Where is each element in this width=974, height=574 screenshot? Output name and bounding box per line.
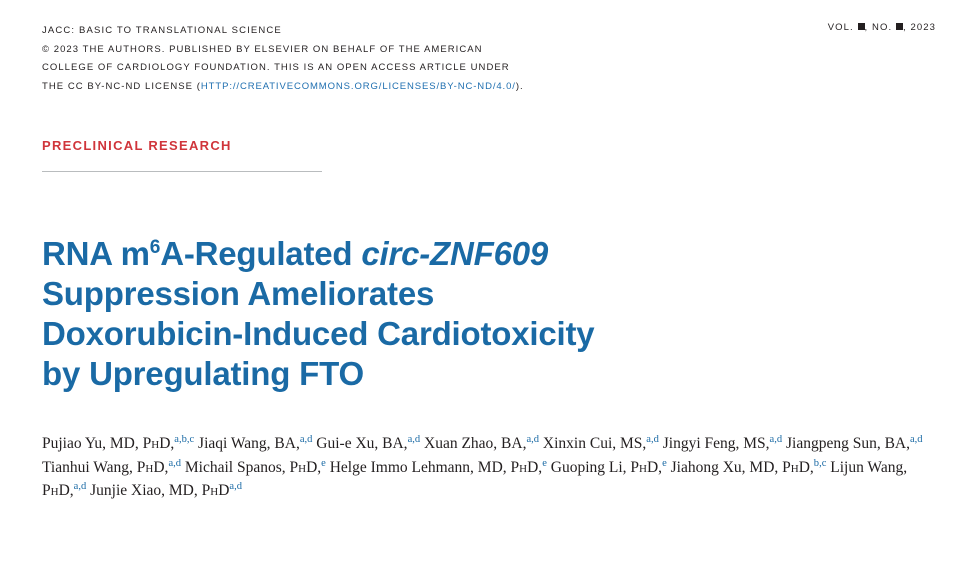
author-affiliation-marker: e xyxy=(542,457,547,469)
masthead xyxy=(42,22,936,96)
license-prefix: THE CC BY-NC-ND LICENSE ( xyxy=(42,80,201,92)
author-affiliation-marker: a,d xyxy=(646,433,659,445)
author-entry[interactable]: Michail Spanos, PhD,$^e$ xyxy=(184,457,326,476)
author-entry[interactable]: Xuan Zhao, BA,$^{a,d}$ xyxy=(424,433,540,452)
author-entry[interactable]: Jiaqi Wang, BA,$^{a,d}$ xyxy=(198,433,313,452)
title-gene-name: circ-ZNF609 xyxy=(361,235,549,272)
author-affiliation-marker: a,d xyxy=(526,433,540,445)
volume-issue-info xyxy=(828,22,936,33)
header-divider xyxy=(42,171,322,172)
journal-name: JACC: BASIC TO TRANSLATIONAL SCIENCE xyxy=(42,25,282,36)
volume-comma: , xyxy=(864,22,869,33)
author-list xyxy=(42,432,936,503)
masthead-left-block xyxy=(42,22,524,96)
author-entry[interactable]: Xinxin Cui, MS,$^{a,d}$ xyxy=(542,433,659,452)
title-line-1 xyxy=(42,235,548,272)
title-line-4: by Upregulating FTO xyxy=(42,355,364,392)
author-affiliation-marker: e xyxy=(321,457,326,469)
volume-placeholder-square-icon xyxy=(858,23,865,30)
author-entry[interactable]: Jingyi Feng, MS,$^{a,d}$ xyxy=(662,433,783,452)
title-text-part-a: RNA m xyxy=(42,235,150,272)
volume-label: VOL. xyxy=(827,22,854,33)
author-entry[interactable]: Jiangpeng Sun, BA,$^{a,d}$ xyxy=(786,433,923,452)
author-affiliation-marker: a,d xyxy=(299,433,313,445)
number-placeholder-square-icon xyxy=(896,23,903,30)
author-entry[interactable]: Junjie Xiao, MD, PhD$^{a,d}$ xyxy=(90,480,242,499)
author-affiliation-marker: a,d xyxy=(910,433,923,445)
author-affiliation-marker: e xyxy=(662,457,667,469)
author-entry[interactable]: Helge Immo Lehmann, MD, PhD,$^e$ xyxy=(329,457,547,476)
section-label: PRECLINICAL RESEARCH xyxy=(42,138,232,153)
number-comma: , xyxy=(902,22,907,33)
page-title xyxy=(42,234,802,394)
copyright-line-2: COLLEGE OF CARDIOLOGY FOUNDATION. THIS IS AN OPEN ACCESS ARTICLE UNDER xyxy=(42,62,510,73)
title-superscript-6: 6 xyxy=(149,237,161,258)
license-url-link[interactable]: HTTP://CREATIVECOMMONS.ORG/LICENSES/BY-NC-ND/4.0/ xyxy=(200,80,516,92)
author-affiliation-marker: a,d xyxy=(407,433,421,445)
number-label: NO. xyxy=(872,22,893,33)
author-entry[interactable]: Pujiao Yu, MD, PhD,$^{a,b,c}$ xyxy=(42,433,195,452)
author-affiliation-marker: a,b,c xyxy=(174,433,195,445)
author-entry[interactable]: Guoping Li, PhD,$^e$ xyxy=(550,457,667,476)
author-entry[interactable]: Lijun Wang, PhD,$^{a,d}$ xyxy=(42,458,908,499)
title-line-3: Doxorubicin-Induced Cardiotoxicity xyxy=(42,315,595,352)
copyright-line-1: © 2023 THE AUTHORS. PUBLISHED BY ELSEVIER ON BEHALF OF THE AMERICAN xyxy=(42,43,483,55)
author-entry[interactable]: Gui-e Xu, BA,$^{a,d}$ xyxy=(316,433,421,452)
license-suffix: ). xyxy=(515,80,524,92)
author-affiliation-marker: b,c xyxy=(813,457,827,469)
author-affiliation-marker: a,d xyxy=(168,457,182,469)
license-line xyxy=(42,78,524,97)
author-entry[interactable]: Tianhui Wang, PhD,$^{a,d}$ xyxy=(42,457,182,476)
title-line-2: Suppression Ameliorates xyxy=(42,275,435,312)
author-affiliation-marker: a,d xyxy=(769,433,783,445)
author-entry[interactable]: Jiahong Xu, MD, PhD,$^{b,c}$ xyxy=(670,457,827,476)
year-label: 2023 xyxy=(910,22,936,33)
author-affiliation-marker: a,d xyxy=(229,480,242,492)
title-text-part-b: A-Regulated xyxy=(160,235,362,272)
author-affiliation-marker: a,d xyxy=(73,480,87,492)
